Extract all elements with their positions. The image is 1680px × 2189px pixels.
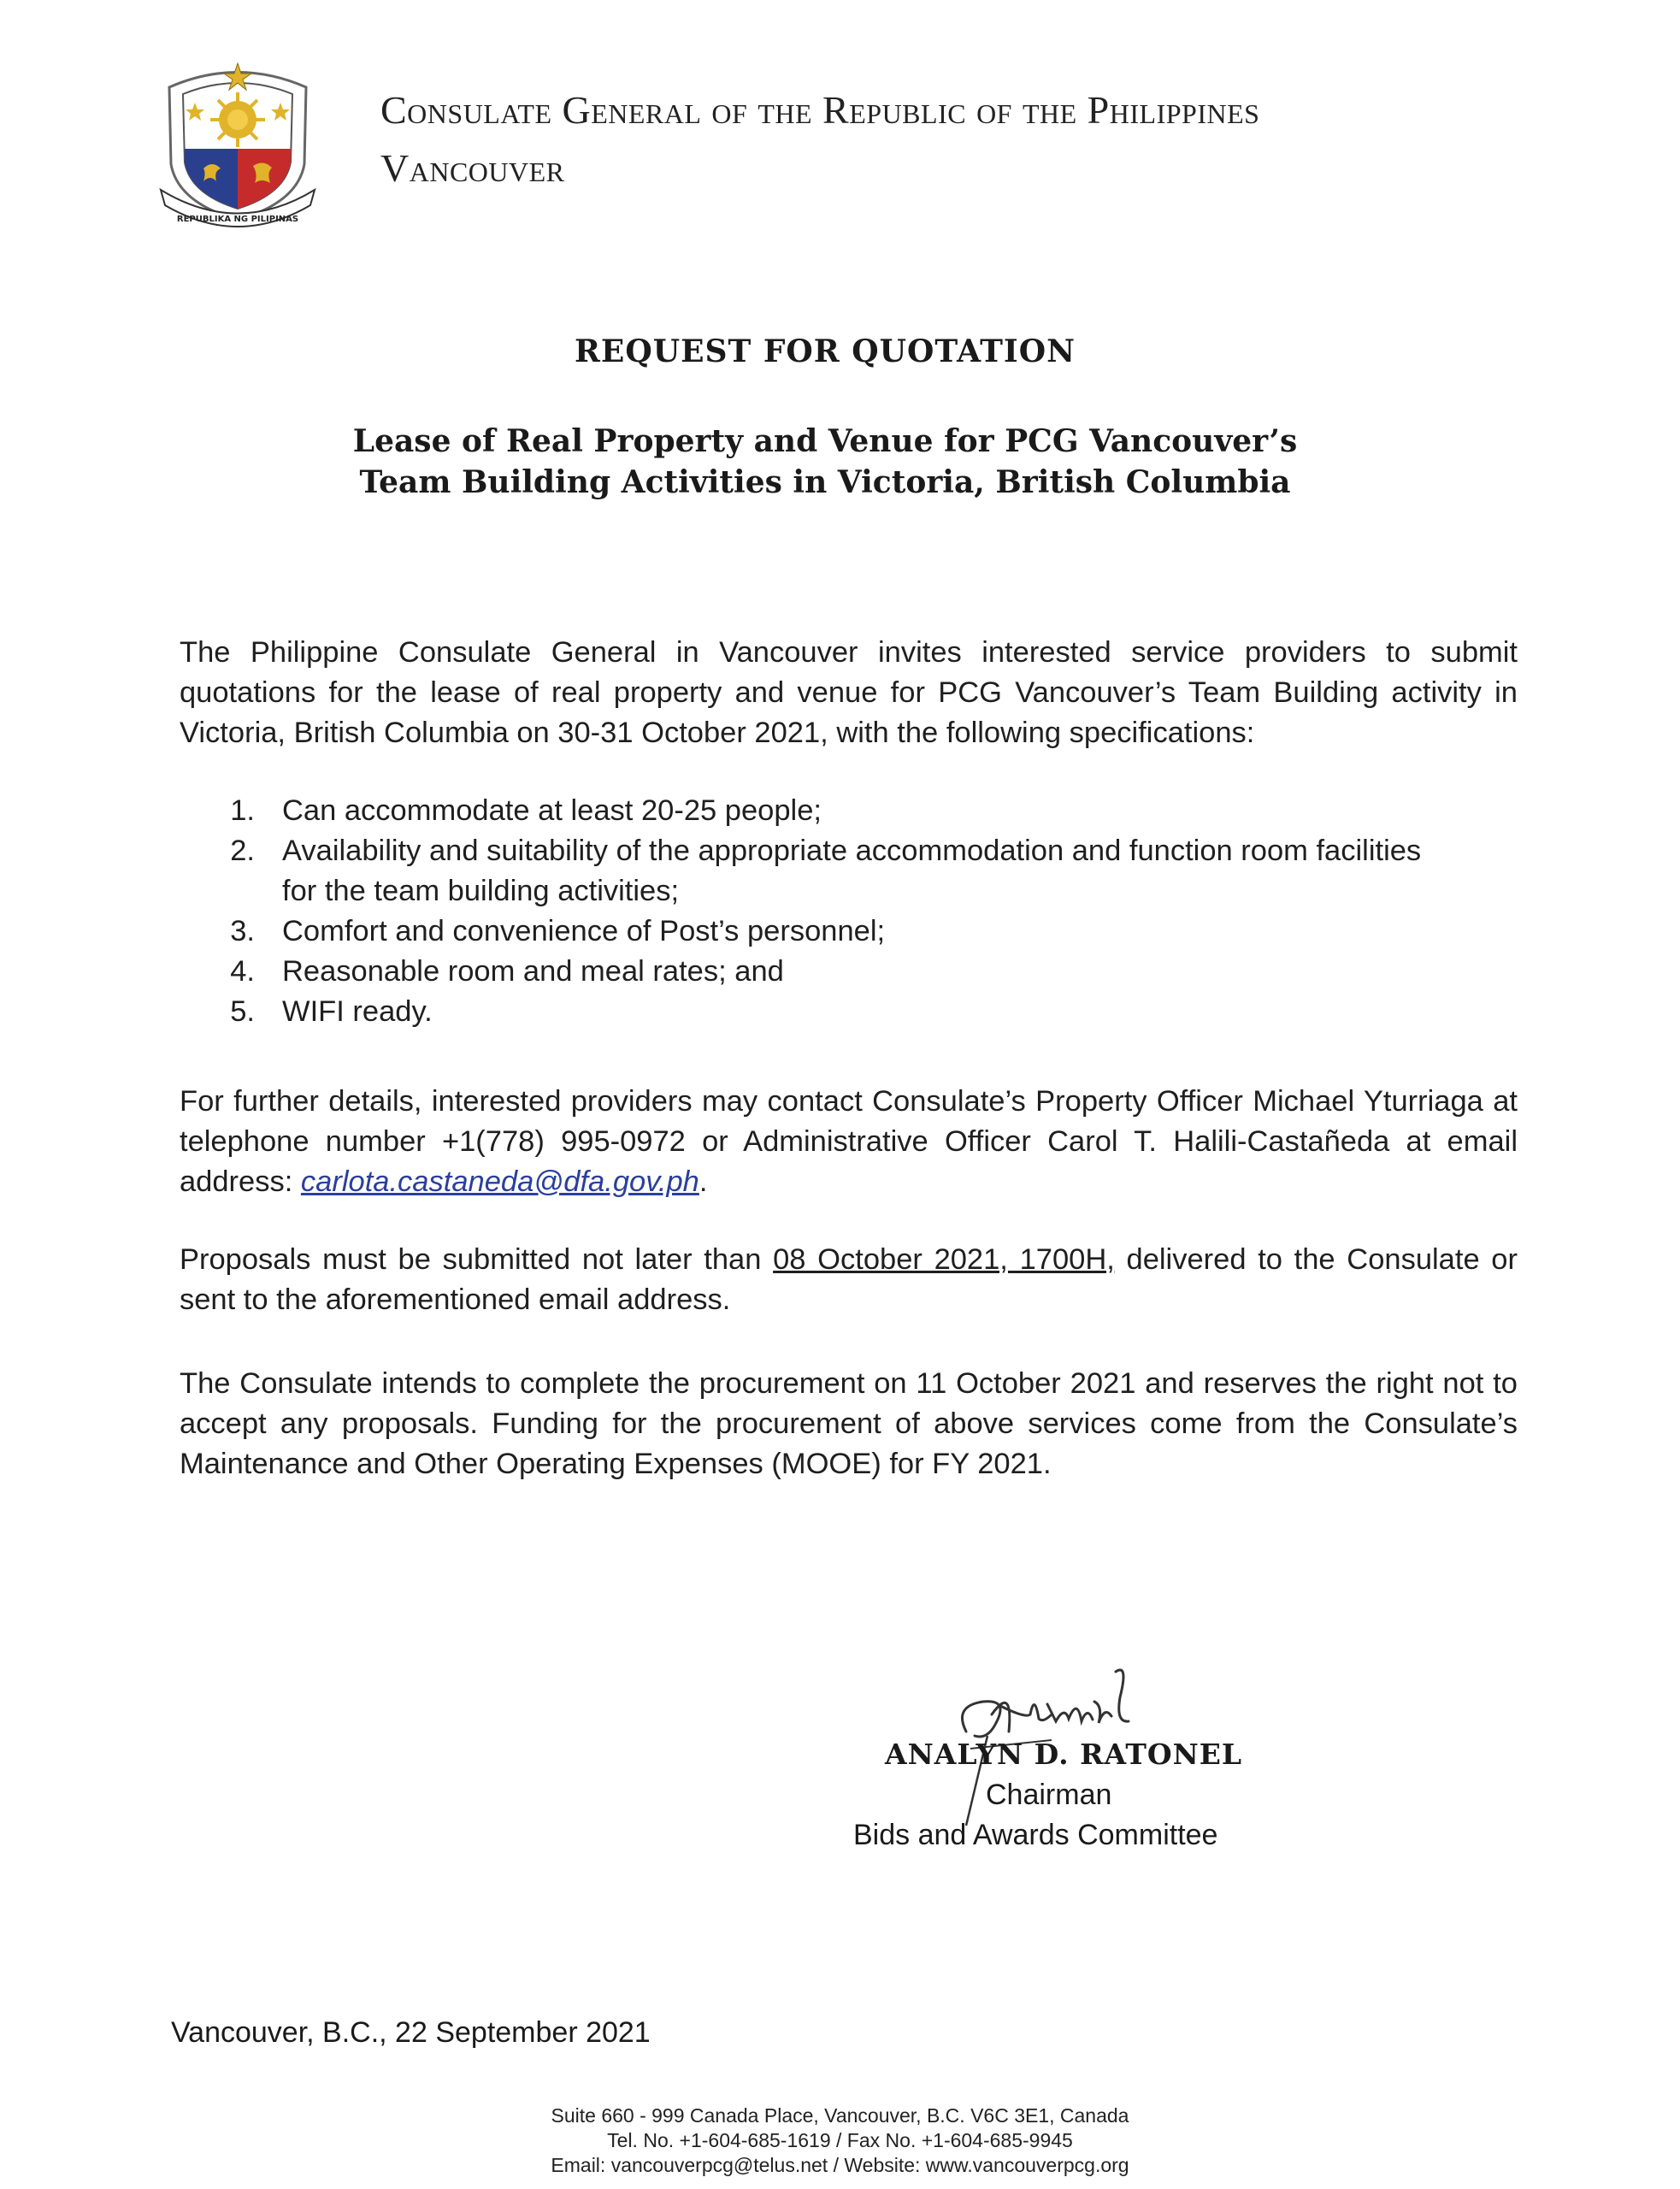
email-link[interactable]: carlota.castaneda@dfa.gov.ph [300, 1165, 699, 1198]
place-and-date: Vancouver, B.C., 22 September 2021 [171, 2016, 651, 2049]
signatory-role: Chairman [986, 1779, 1112, 1811]
spec-number: 4. [230, 955, 255, 988]
spec-number: 5. [230, 995, 255, 1028]
contact-text: For further details, interested providers may contact Consulate’s Property Officer Michael Yturriaga at telephone number +1(778) 995-0972 or Administrative Officer Carol T. Halili-Castañeda at email address: [180, 1085, 1518, 1198]
seal-banner-text: REPUBLIKA NG PILIPINAS [176, 215, 299, 224]
subtitle-line-1: Lease of Real Property and Venue for PCG Vancouver’s [352, 423, 1298, 459]
subtitle-line-2: Team Building Activities in Victoria, British Columbia [359, 464, 1291, 500]
spec-number: 3. [230, 915, 255, 947]
deadline-date: 08 October 2021, 1700H, [773, 1243, 1115, 1276]
deadline-after: delivered to the Consulate or sent to the aforementioned email address. [180, 1243, 1518, 1316]
letterhead-line-1: Consulate General of the Republic of the Philippines [380, 88, 1260, 132]
spec-text: Can accommodate at least 20-25 people; [282, 794, 822, 827]
spec-text: WIFI ready. [282, 995, 433, 1028]
footer-email-website: Email: vancouverpcg@telus.net / Website: www.vancouverpcg.org [551, 2154, 1129, 2176]
footer-phone: Tel. No. +1-604-685-1619 / Fax No. +1-604-685-9945 [607, 2129, 1073, 2151]
closing-paragraph: The Consulate intends to complete the procurement on 11 October 2021 and reserves the right not to accept any proposals. Funding for the procurement of above services come from the Consulate’s Maintenance and Other Operating Expenses (MOOE) for FY 2021. [180, 1367, 1518, 1480]
contact-paragraph [180, 1082, 1518, 1202]
spec-text: Reasonable room and meal rates; and [282, 955, 784, 988]
contact-end: . [699, 1165, 708, 1198]
footer-address: Suite 660 - 999 Canada Place, Vancouver, B.C. V6C 3E1, Canada [551, 2104, 1129, 2127]
letterhead-line-2: Vancouver [380, 146, 565, 190]
deadline-paragraph [180, 1240, 1518, 1320]
spec-text: Comfort and convenience of Post’s personnel; [282, 915, 886, 947]
document-title: REQUEST FOR QUOTATION [574, 333, 1076, 369]
signatory-committee: Bids and Awards Committee [853, 1819, 1218, 1851]
spec-number: 1. [230, 794, 255, 827]
spec-number: 2. [230, 835, 255, 867]
philippine-seal-logo [152, 53, 323, 243]
deadline-before: Proposals must be submitted not later than [180, 1243, 774, 1276]
signatory-name: ANALYN D. RATONEL [885, 1738, 1243, 1771]
intro-paragraph: The Philippine Consulate General in Vancouver invites interested service providers to submit quotations for the lease of real property and venue for PCG Vancouver’s Team Building activity in Victoria, British Columbia on 30-31 October 2021, with the following specifications: [180, 636, 1518, 749]
spec-text: Availability and suitability of the appropriate accommodation and function room facilities for the team building activities; [282, 835, 1422, 907]
